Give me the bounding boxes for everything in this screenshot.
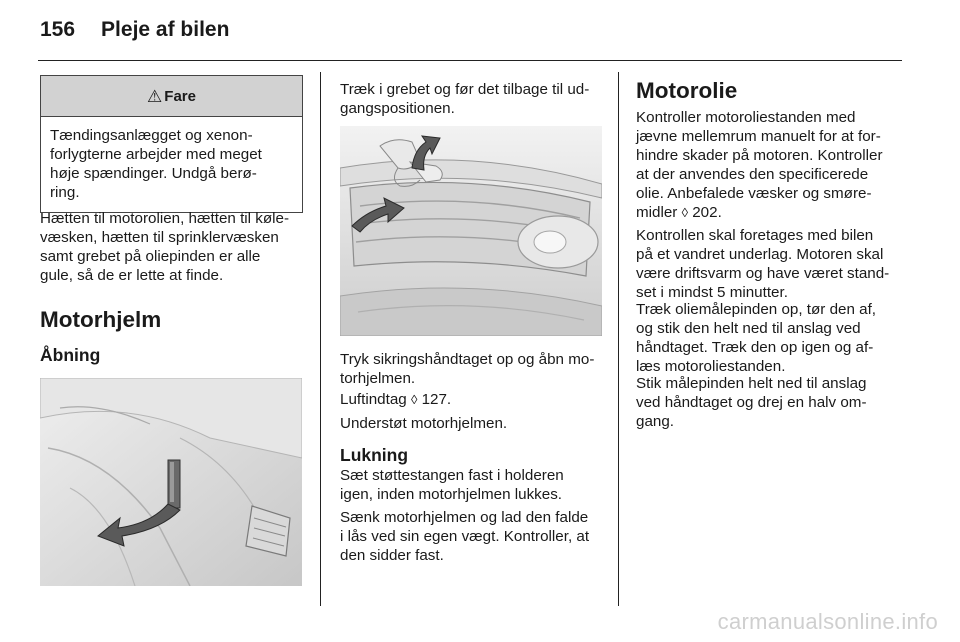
section-title-motorolie: Motorolie: [636, 78, 738, 103]
text-line: gang.: [636, 413, 675, 430]
text-line: ved håndtaget og drej en halv om-: [636, 394, 867, 411]
pull-lever-paragraph: [340, 80, 604, 118]
dipstick-paragraph: [636, 300, 904, 376]
text-line: Hætten til motorolien, hætten til køle-: [40, 210, 289, 227]
text-line: gangspositionen.: [340, 100, 455, 117]
page-title: Pleje af bilen: [101, 18, 230, 41]
text-line: Kontrollen skal foretages med bilen: [636, 227, 874, 244]
page-reference-arrow-icon: ◊: [410, 392, 418, 407]
page-reference-arrow-icon: ◊: [681, 205, 689, 220]
warning-line: Tændingsanlægget og xenon-: [50, 127, 253, 144]
hood-front-drawing: [340, 126, 602, 336]
text-line: håndtaget. Træk den op igen og af-: [636, 339, 874, 356]
text-line: Sæt støttestangen fast i holderen: [340, 467, 564, 484]
reference-page: 202.: [688, 204, 722, 221]
column-divider-1: [320, 72, 321, 606]
support-rod-paragraph: [340, 466, 604, 504]
text-line: i lås ved sin egen vægt. Kontroller, at: [340, 528, 590, 545]
text-line: Træk i grebet og før det tilbage til ud-: [340, 81, 590, 98]
text-line: olie. Anbefalede væsker og smøre-: [636, 185, 872, 202]
text-line: være driftsvarm og have været stand-: [636, 265, 890, 282]
column-divider-2: [618, 72, 619, 606]
lower-hood-paragraph: [340, 508, 604, 565]
text-line: Stik målepinden helt ned til anslag: [636, 375, 867, 392]
subsection-title-lukning: Lukning: [340, 445, 409, 465]
warning-triangle-icon: ⚠: [147, 86, 163, 106]
hood-safety-catch-illustration: [340, 126, 602, 336]
oil-conditions-paragraph: [636, 226, 904, 302]
text-line: at der anvendes den specificerede: [636, 166, 869, 183]
page-header: [40, 18, 229, 42]
air-intake-reference: [340, 390, 604, 409]
text-line: jævne mellemrum manuelt for at for-: [636, 128, 881, 145]
oil-check-paragraph: [636, 108, 904, 222]
text-line: igen, inden motorhjelmen lukkes.: [340, 486, 563, 503]
danger-warning-box: [40, 75, 303, 213]
text-line: Kontroller motoroliestanden med: [636, 109, 856, 126]
text-line: læs motoroliestanden.: [636, 358, 786, 375]
text-line: den sidder fast.: [340, 547, 444, 564]
warning-line: ring.: [50, 184, 80, 201]
reinsert-dipstick-paragraph: [636, 374, 904, 431]
text-line: samt grebet på oliepinden er alle: [40, 248, 261, 265]
support-hood-paragraph: Understøt motorhjelmen.: [340, 415, 508, 432]
reference-label: midler: [636, 204, 682, 221]
text-line: hindre skader på motoren. Kontroller: [636, 147, 883, 164]
text-line: Træk oliemålepinden op, tør den af,: [636, 301, 877, 318]
subsection-title-abning: Åbning: [40, 345, 101, 365]
text-line: og stik den helt ned til anslag ved: [636, 320, 861, 337]
text-line: Tryk sikringshåndtaget op og åbn mo-: [340, 351, 595, 368]
hood-release-lever-illustration: [40, 378, 302, 586]
text-line: torhjelmen.: [340, 370, 416, 387]
header-rule: [38, 60, 902, 61]
text-line: gule, så de er lette at finde.: [40, 267, 224, 284]
text-line: på et vandret underlag. Motoren skal: [636, 246, 884, 263]
text-line: Sænk motorhjelmen og lad den falde: [340, 509, 589, 526]
text-line: væsken, hætten til sprinklervæsken: [40, 229, 279, 246]
warning-line: forlygterne arbejder med meget: [50, 146, 262, 163]
intro-paragraph: [40, 209, 306, 285]
text-line: set i mindst 5 minutter.: [636, 284, 788, 301]
reference-page: 127.: [417, 391, 452, 408]
page-number: 156: [40, 18, 76, 41]
section-title-motorhjelm: Motorhjelm: [40, 307, 162, 332]
text-line: [636, 203, 904, 222]
open-hood-paragraph: [340, 350, 604, 388]
warning-title: Fare: [164, 87, 196, 105]
warning-body: [41, 117, 302, 212]
watermark: carmanualsonline.info: [717, 609, 938, 634]
warning-line: høje spændinger. Undgå berø-: [50, 165, 257, 182]
lever-drawing: [40, 378, 302, 586]
reference-label: Luftindtag: [340, 391, 411, 408]
warning-header: [41, 76, 302, 117]
